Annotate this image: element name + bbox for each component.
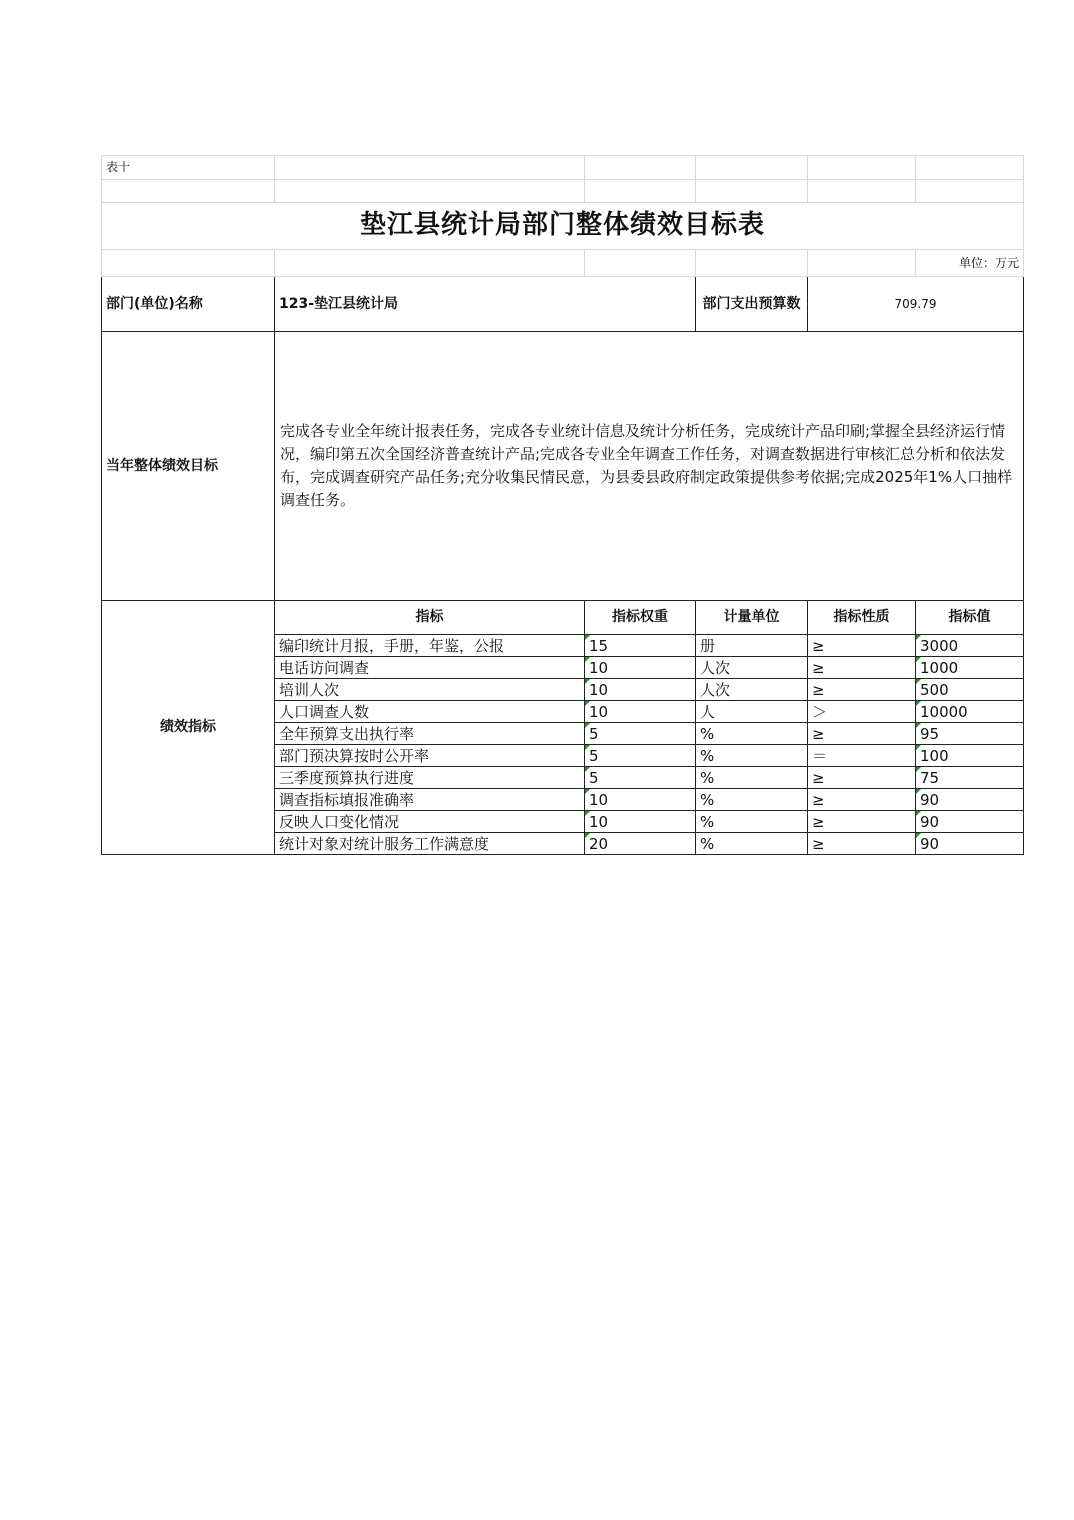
indicator-name: 人口调查人数 [275, 701, 585, 723]
indicator-weight: 20 [585, 833, 696, 855]
indicator-value: 100 [916, 745, 1024, 767]
indicator-name: 培训人次 [275, 679, 585, 701]
indicator-value: 10000 [916, 701, 1024, 723]
indicator-weight: 5 [585, 723, 696, 745]
indicator-value: 90 [916, 833, 1024, 855]
indicator-nature: ≥ [808, 679, 916, 701]
indicator-nature: ＝ [808, 745, 916, 767]
indicator-unit: % [696, 833, 808, 855]
goal-label: 当年整体绩效目标 [102, 332, 275, 601]
unit-label: 单位：万元 [916, 250, 1024, 277]
indicator-unit: % [696, 723, 808, 745]
performance-target-table [101, 155, 1024, 855]
goal-text: 完成各专业全年统计报表任务，完成各专业统计信息及统计分析任务，完成统计产品印刷;掌握全县经济运行情况，编印第五次全国经济普查统计产品;完成各专业全年调查工作任务，对调查数据进行审核汇总分析和依法发布，完成调查研究产品任务;充分收集民情民意，为县委县政府制定政策提供参考依据;完成2025年1%人口抽样调查任务。 [275, 332, 1024, 601]
indicator-weight: 15 [585, 635, 696, 657]
header-nature: 指标性质 [808, 601, 916, 635]
indicator-weight: 10 [585, 679, 696, 701]
indicator-name: 反映人口变化情况 [275, 811, 585, 833]
indicator-name: 部门预决算按时公开率 [275, 745, 585, 767]
header-indicator: 指标 [275, 601, 585, 635]
indicator-value: 90 [916, 811, 1024, 833]
budget-value: 709.79 [808, 277, 1024, 332]
indicator-nature: ≥ [808, 833, 916, 855]
indicator-value: 3000 [916, 635, 1024, 657]
indicator-name: 调查指标填报准确率 [275, 789, 585, 811]
indicator-name: 编印统计月报，手册，年鉴，公报 [275, 635, 585, 657]
indicator-weight: 5 [585, 767, 696, 789]
indicator-nature: ≥ [808, 811, 916, 833]
indicator-unit: % [696, 811, 808, 833]
dept-name-value: 123-垫江县统计局 [275, 277, 696, 332]
indicator-value: 95 [916, 723, 1024, 745]
indicator-name: 统计对象对统计服务工作满意度 [275, 833, 585, 855]
header-weight: 指标权重 [585, 601, 696, 635]
indicator-weight: 10 [585, 789, 696, 811]
sheet-label: 表十 [102, 156, 275, 180]
budget-label: 部门支出预算数 [696, 277, 808, 332]
indicator-nature: ≥ [808, 789, 916, 811]
indicator-weight: 10 [585, 811, 696, 833]
indicator-unit: 人次 [696, 679, 808, 701]
header-unit: 计量单位 [696, 601, 808, 635]
indicator-name: 三季度预算执行进度 [275, 767, 585, 789]
indicator-nature: ＞ [808, 701, 916, 723]
indicator-weight: 5 [585, 745, 696, 767]
indicator-name: 全年预算支出执行率 [275, 723, 585, 745]
dept-name-label: 部门(单位)名称 [102, 277, 275, 332]
indicator-nature: ≥ [808, 767, 916, 789]
indicators-label: 绩效指标 [102, 601, 275, 855]
indicator-unit: % [696, 789, 808, 811]
header-value: 指标值 [916, 601, 1024, 635]
indicator-value: 500 [916, 679, 1024, 701]
indicator-value: 75 [916, 767, 1024, 789]
indicator-unit: 人次 [696, 657, 808, 679]
indicator-weight: 10 [585, 701, 696, 723]
indicator-unit: % [696, 767, 808, 789]
page-title: 垫江县统计局部门整体绩效目标表 [102, 203, 1024, 250]
indicator-weight: 10 [585, 657, 696, 679]
indicator-name: 电话访问调查 [275, 657, 585, 679]
indicator-value: 1000 [916, 657, 1024, 679]
indicator-unit: 人 [696, 701, 808, 723]
indicator-nature: ≥ [808, 657, 916, 679]
indicator-nature: ≥ [808, 723, 916, 745]
indicator-unit: 册 [696, 635, 808, 657]
indicator-unit: % [696, 745, 808, 767]
indicator-nature: ≥ [808, 635, 916, 657]
indicator-value: 90 [916, 789, 1024, 811]
